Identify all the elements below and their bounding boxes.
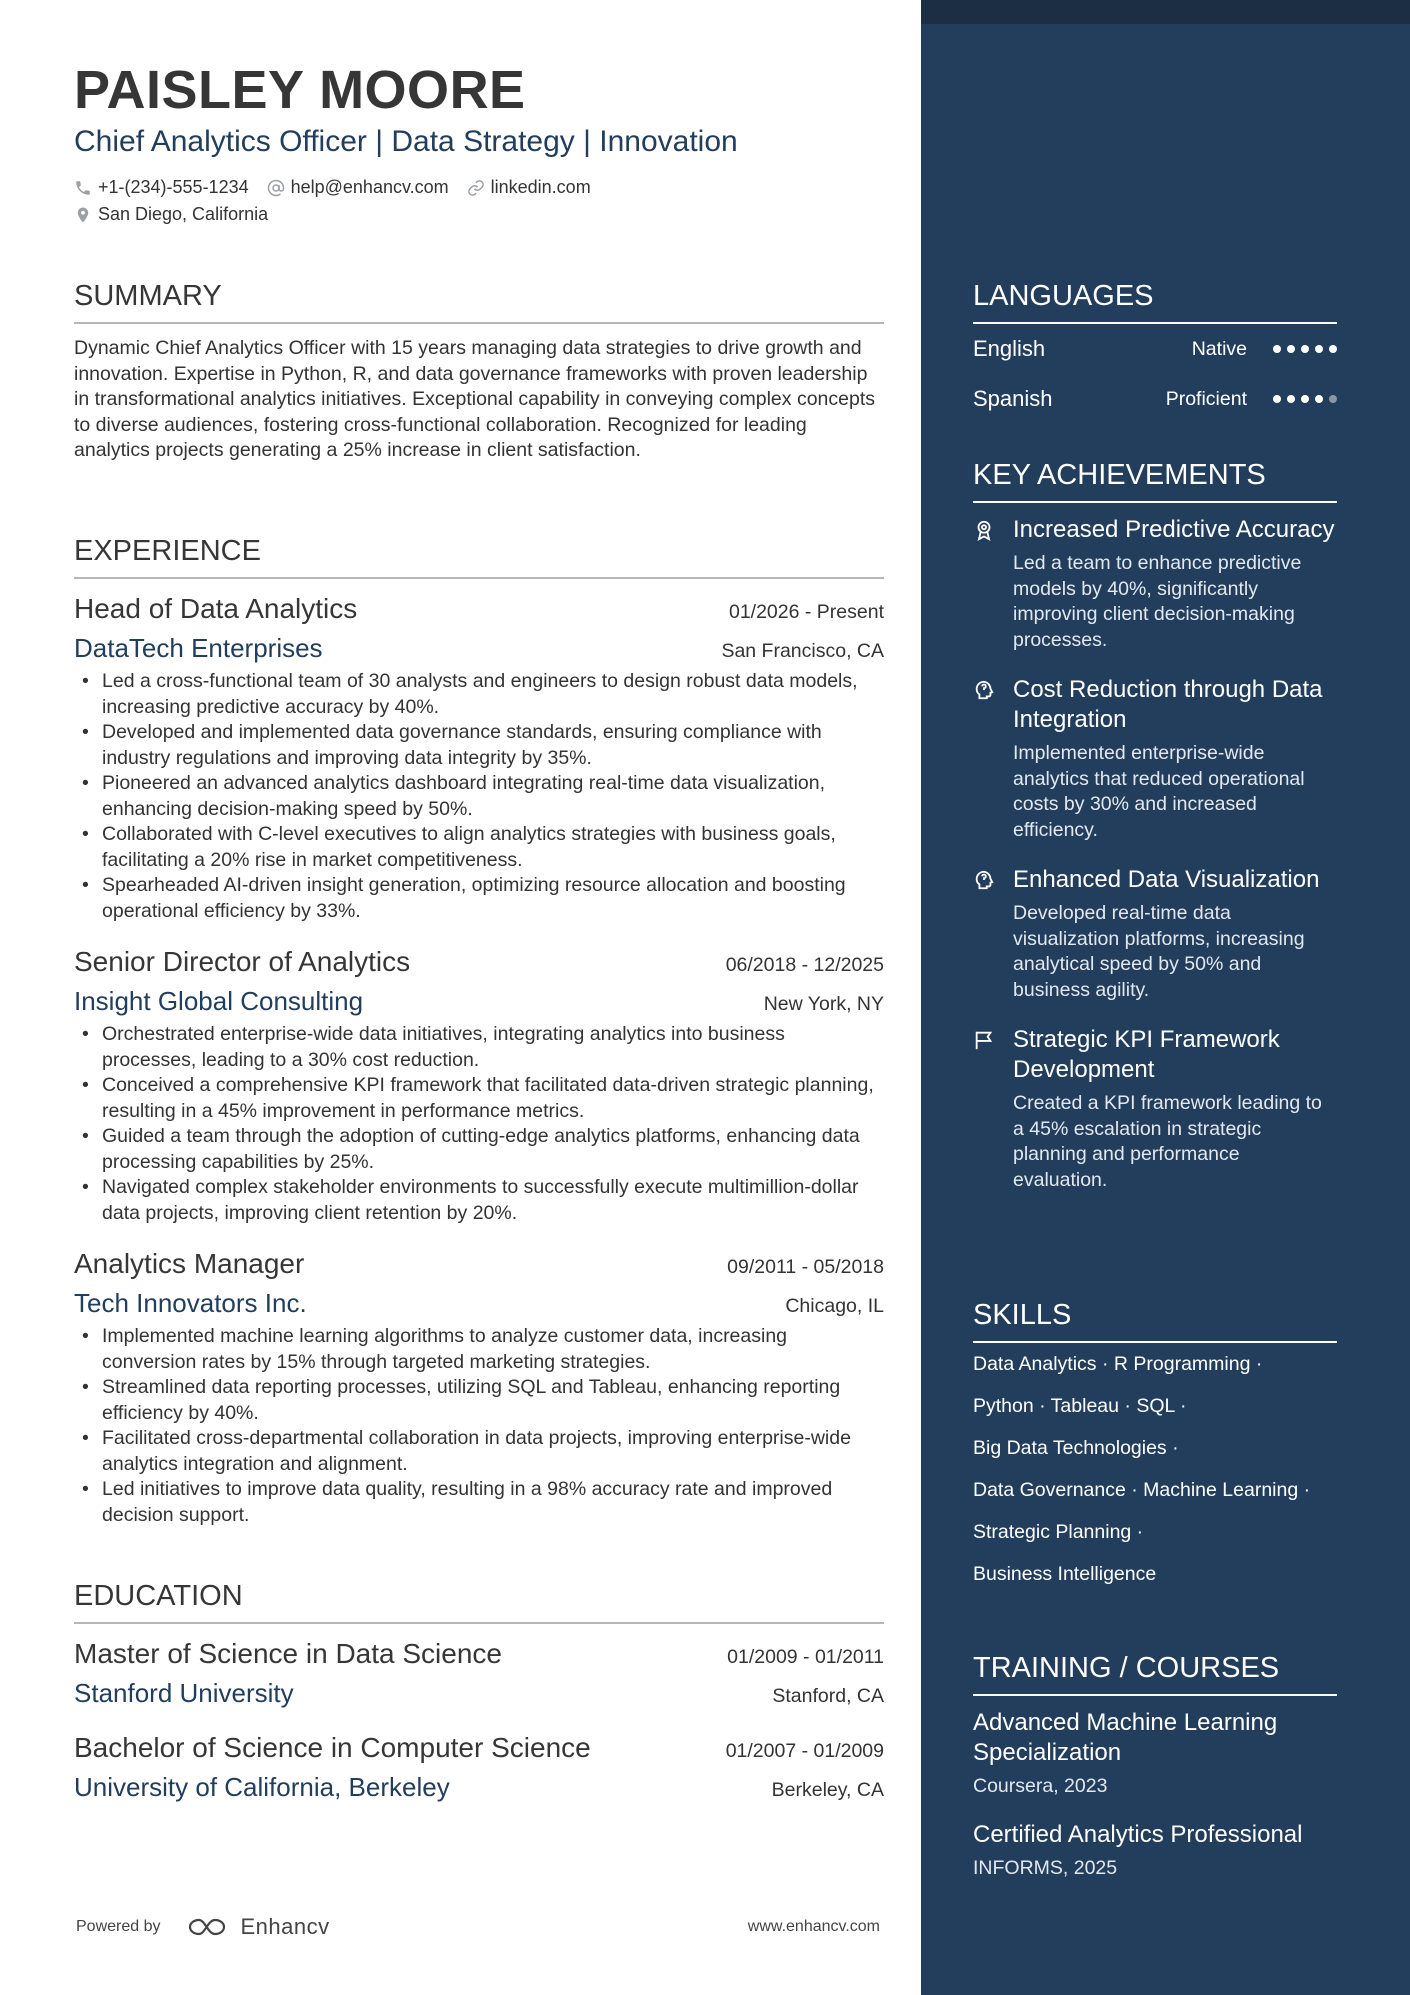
school-name: University of California, Berkeley (74, 1772, 450, 1802)
skills-heading: SKILLS (973, 1297, 1337, 1343)
email-address: help@enhancv.com (290, 177, 449, 197)
job-bullets (74, 1022, 884, 1226)
degree-title: Master of Science in Data Science (74, 1638, 502, 1669)
achievement-description: Led a team to enhance predictive models by 40%, significantly improving client decision-making processes. (1013, 552, 1302, 651)
powered-by-label: Powered by (76, 1918, 161, 1935)
education-section (74, 1578, 884, 1804)
website-url: linkedin.com (490, 177, 591, 197)
language-item (973, 374, 1337, 424)
degree-title: Bachelor of Science in Computer Science (74, 1732, 591, 1763)
school-name: Stanford University (74, 1678, 294, 1708)
course-title: Advanced Machine Learning Specialization (973, 1709, 1278, 1766)
rating-dot-filled (1329, 345, 1337, 353)
phone-number: +1-(234)-555-1234 (98, 177, 249, 197)
at-icon (267, 179, 285, 197)
link-icon (467, 179, 485, 197)
achievements-section (973, 457, 1337, 1193)
location-text: San Diego, California (98, 204, 269, 224)
rating-dot-filled (1273, 395, 1281, 403)
phone-icon (74, 179, 92, 197)
education-date: 01/2009 - 01/2011 (727, 1646, 884, 1668)
achievement-item (973, 515, 1337, 653)
page-footer (76, 1914, 880, 1940)
achievement-item (973, 865, 1337, 1003)
job-bullet: • Guided a team through the adoption of cutting-edge analytics platforms, enhancing data processing capabilities by 25%. (74, 1124, 884, 1175)
job-date: 01/2026 - Present (728, 601, 884, 623)
summary-heading: SUMMARY (74, 278, 884, 324)
footer-website[interactable]: www.enhancv.com (747, 1918, 880, 1935)
experience-section (74, 533, 884, 1528)
training-section (973, 1650, 1337, 1882)
job-title: Analytics Manager (74, 1248, 305, 1279)
language-rating (1273, 345, 1337, 353)
job-bullet: • Led a cross-functional team of 30 analysts and engineers to design robust data models, increasing predictive accuracy by 40%. (74, 669, 884, 720)
school-location: Berkeley, CA (771, 1779, 884, 1801)
skills-section (973, 1297, 1337, 1595)
job-bullet: • Pioneered an advanced analytics dashboard integrating real-time data visualization, enhancing decision-making speed by 50%. (74, 771, 884, 822)
rating-dot-filled (1287, 345, 1295, 353)
website-contact[interactable] (467, 177, 591, 198)
skill-line: Data Governance · Machine Learning · (973, 1479, 1311, 1501)
training-heading: TRAINING / COURSES (973, 1650, 1337, 1696)
contact-info (74, 174, 884, 228)
job-entry (74, 1246, 884, 1528)
location-contact (74, 204, 268, 225)
achievement-item (973, 1025, 1337, 1193)
job-title: Senior Director of Analytics (74, 946, 411, 977)
job-date: 09/2011 - 05/2018 (727, 1256, 884, 1278)
location-pin-icon (74, 206, 92, 224)
education-heading: EDUCATION (74, 1578, 884, 1624)
job-bullet: • Spearheaded AI-driven insight generation, optimizing resource allocation and boosting operational efficiency by 33%. (74, 873, 884, 924)
candidate-name: PAISLEY MOORE (74, 60, 526, 120)
brand-name: Enhancv (240, 1914, 330, 1939)
achievement-title: Cost Reduction through Data Integration (1013, 676, 1323, 733)
language-name: Spanish (973, 386, 1053, 411)
rating-dot-filled (1315, 345, 1323, 353)
skill-line: Business Intelligence (973, 1563, 1157, 1585)
course-provider: Coursera, 2023 (973, 1775, 1108, 1797)
job-bullet: • Developed and implemented data governance standards, ensuring compliance with industry regulations and improving data integrity by 35%. (74, 720, 884, 771)
job-entry (74, 591, 884, 924)
achievements-heading: KEY ACHIEVEMENTS (973, 457, 1337, 503)
phone-contact[interactable] (74, 177, 249, 198)
job-bullet: • Collaborated with C-level executives to align analytics strategies with business goals, facilitating a 20% rise in market competitiveness. (74, 822, 884, 873)
rating-dot-filled (1287, 395, 1295, 403)
skill-line: Big Data Technologies · (973, 1437, 1179, 1459)
skill-line: Strategic Planning · (973, 1521, 1144, 1543)
achievement-title: Strategic KPI Framework Development (1013, 1026, 1280, 1083)
job-company: Insight Global Consulting (74, 986, 364, 1016)
job-bullet: • Conceived a comprehensive KPI framework that facilitated data-driven strategic planning, resulting in a 45% improvement in performance metrics. (74, 1073, 884, 1124)
job-company: DataTech Enterprises (74, 633, 323, 663)
achievement-description: Developed real-time data visualization platforms, increasing analytical speed by 50% and business agility. (1013, 902, 1305, 1001)
rating-dot-filled (1273, 345, 1281, 353)
job-bullets (74, 1324, 884, 1528)
rating-dot-empty (1329, 395, 1337, 403)
job-location: San Francisco, CA (721, 640, 884, 662)
language-rating (1273, 395, 1337, 403)
summary-section (74, 278, 884, 464)
candidate-headline: Chief Analytics Officer | Data Strategy | Innovation (74, 125, 738, 158)
job-date: 06/2018 - 12/2025 (725, 954, 884, 976)
job-company: Tech Innovators Inc. (74, 1288, 307, 1318)
school-location: Stanford, CA (772, 1685, 884, 1707)
language-item (973, 324, 1337, 374)
job-bullet: • Led initiatives to improve data quality, resulting in a 98% accuracy rate and improved decision support. (74, 1477, 884, 1528)
course-item (973, 1708, 1337, 1800)
brain-icon (973, 869, 995, 891)
languages-heading: LANGUAGES (973, 278, 1337, 324)
sidebar-top-band (921, 0, 1410, 24)
job-bullet: • Implemented machine learning algorithms to analyze customer data, increasing conversion rates by 15% through targeted marketing strategies. (74, 1324, 884, 1375)
course-title: Certified Analytics Professional (973, 1821, 1303, 1848)
enhancv-logo-icon (187, 1916, 233, 1938)
education-date: 01/2007 - 01/2009 (725, 1740, 884, 1762)
language-name: English (973, 336, 1046, 361)
job-bullet: • Streamlined data reporting processes, utilizing SQL and Tableau, enhancing reporting efficiency by 40%. (74, 1375, 884, 1426)
job-bullet: • Facilitated cross-departmental collaboration in data projects, improving enterprise-wide analytics integration and alignment. (74, 1426, 884, 1477)
achievement-title: Increased Predictive Accuracy (1013, 516, 1335, 543)
course-provider: INFORMS, 2025 (973, 1857, 1118, 1879)
email-contact[interactable] (267, 177, 449, 198)
languages-section (973, 278, 1337, 424)
job-title: Head of Data Analytics (74, 593, 358, 624)
job-location: New York, NY (763, 993, 884, 1015)
course-item (973, 1820, 1337, 1882)
resume-header (74, 58, 884, 228)
job-bullet: • Navigated complex stakeholder environments to successfully execute multimillion-dollar data projects, improving client retention by 20%. (74, 1175, 884, 1226)
powered-by (76, 1914, 330, 1940)
achievement-item (973, 675, 1337, 843)
award-icon (973, 519, 995, 541)
flag-icon (973, 1029, 995, 1051)
education-entry (74, 1636, 884, 1710)
sidebar (921, 0, 1410, 1995)
experience-heading: EXPERIENCE (74, 533, 884, 579)
brain-icon (973, 679, 995, 701)
job-bullets (74, 669, 884, 924)
language-level: Native (1191, 337, 1247, 360)
rating-dot-filled (1315, 395, 1323, 403)
summary-text: Dynamic Chief Analytics Officer with 15 years managing data strategies to drive growth and innovation. Expertise in Python, R, and data governance frameworks with proven leadership in transformational analytics initiatives. Exceptional capability in conveying complex concepts to diverse audiences, fostering cross-functional collaboration. Recognized for leading analytics projects generating a 25% increase in client satisfaction. (74, 337, 875, 461)
language-level: Proficient (1165, 387, 1247, 410)
job-entry (74, 944, 884, 1226)
rating-dot-filled (1301, 345, 1309, 353)
rating-dot-filled (1301, 395, 1309, 403)
achievement-description: Created a KPI framework leading to a 45% escalation in strategic planning and performance evaluation. (1013, 1092, 1322, 1191)
skill-line: Data Analytics · R Programming · (973, 1353, 1263, 1375)
achievement-description: Implemented enterprise-wide analytics that reduced operational costs by 30% and increased efficiency. (1013, 742, 1305, 841)
skill-line: Python · Tableau · SQL · (973, 1395, 1187, 1417)
job-bullet: • Orchestrated enterprise-wide data initiatives, integrating analytics into business processes, leading to a 30% cost reduction. (74, 1022, 884, 1073)
education-entry (74, 1730, 884, 1804)
job-location: Chicago, IL (785, 1295, 884, 1317)
achievement-title: Enhanced Data Visualization (1013, 866, 1320, 893)
